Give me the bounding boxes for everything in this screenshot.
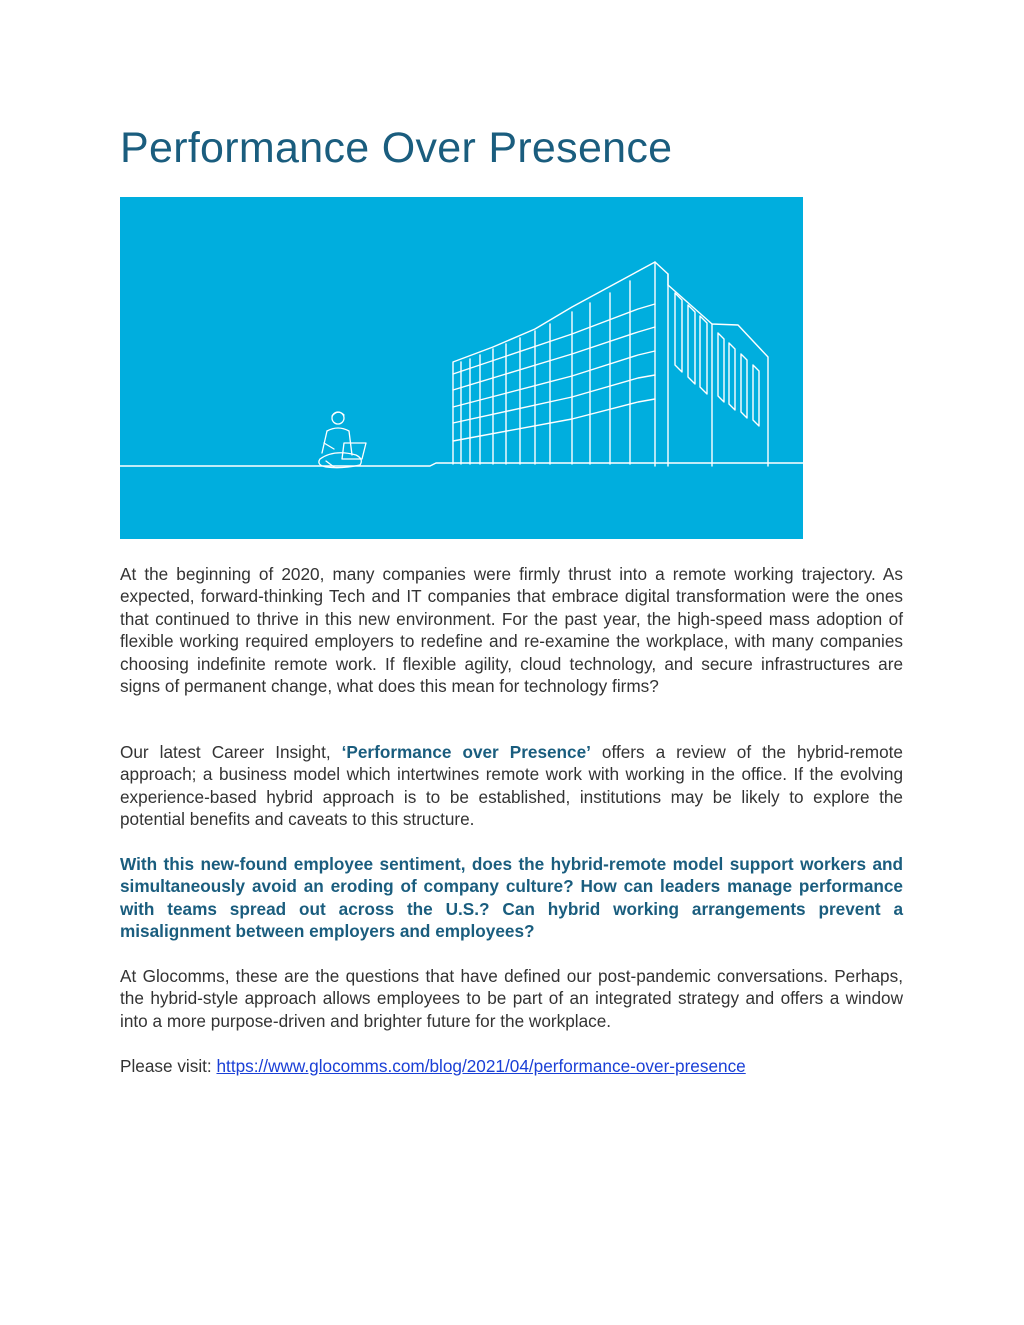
career-insight-lead-text: Our latest Career Insight, (120, 742, 342, 762)
career-insight-paragraph (120, 741, 903, 831)
key-questions-paragraph: With this new-found employee sentiment, does the hybrid-remote model support workers and simultaneously avoid an eroding of company culture? How can leaders manage performance with teams spread out across the U.S.? Can hybrid working arrangements prevent a misalignment between employers and employees? (120, 854, 903, 942)
intro-paragraph: At the beginning of 2020, many companies were firmly thrust into a remote working trajectory. As expected, forward-thinking Tech and IT companies that embrace digital transformation were the ones that continued to thrive in this new environment. For the past year, the high-speed mass adoption of flexible working required employers to redefine and re-examine the workplace, with many companies choosing indefinite remote work. If flexible agility, cloud technology, and secure infrastructures are signs of permanent change, what does this mean for technology firms? (120, 564, 903, 697)
visit-label: Please visit: (120, 1056, 217, 1076)
page-title: Performance Over Presence (120, 124, 673, 172)
visit-paragraph (120, 1055, 903, 1077)
building-and-person-line-art-icon (120, 197, 803, 539)
article-link[interactable]: https://www.glocomms.com/blog/2021/04/performance-over-presence (216, 1056, 746, 1076)
hero-image (120, 197, 803, 539)
glocomms-paragraph: At Glocomms, these are the questions that have defined our post-pandemic conversations. Perhaps, the hybrid-style approach allows employees to be part of an integrated strategy and offers a window into a more purpose-driven and brighter future for the workplace. (120, 966, 903, 1031)
career-insight-title: ‘Performance over Presence’ (341, 742, 591, 762)
career-insight-body-text: offers a review of the hybrid-remote approach; a business model which intertwines remote work with working in the office. If the evolving experience-based hybrid approach is to be established, institutions may be likely to explore the potential benefits and caveats to this structure. (120, 742, 903, 830)
